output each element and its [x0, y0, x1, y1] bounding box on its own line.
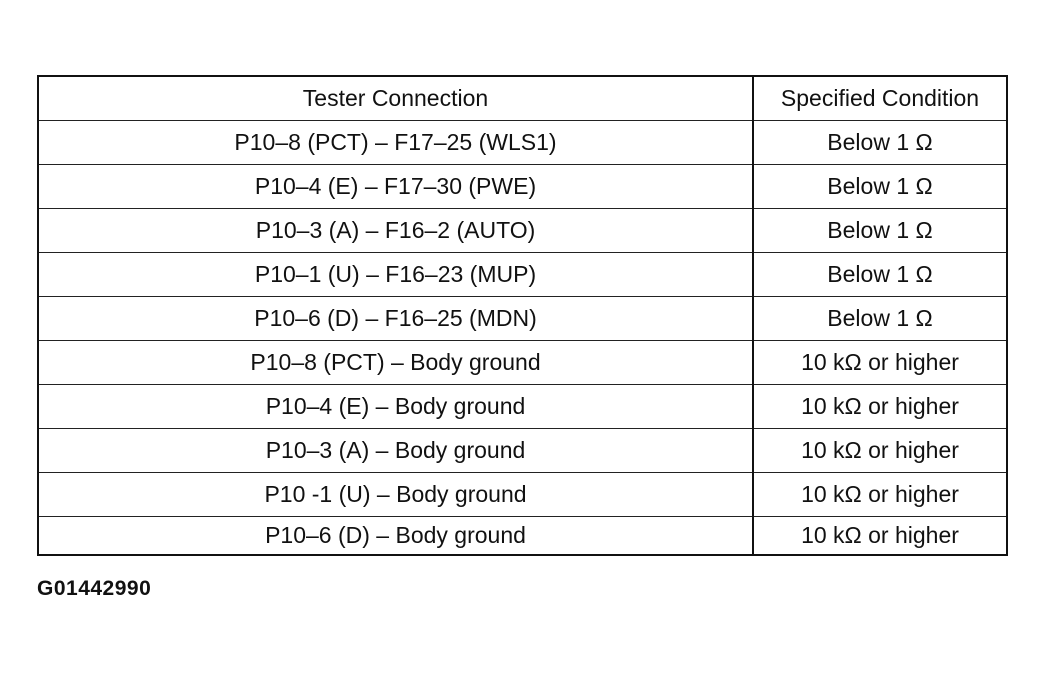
condition-cell: 10 kΩ or higher	[753, 472, 1007, 516]
condition-cell: Below 1 Ω	[753, 252, 1007, 296]
table-row	[38, 516, 1007, 555]
condition-cell: Below 1 Ω	[753, 208, 1007, 252]
table-row	[38, 384, 1007, 428]
header-row	[38, 76, 1007, 120]
connection-cell: P10–6 (D) – Body ground	[38, 516, 753, 555]
connection-cell: P10–8 (PCT) – Body ground	[38, 340, 753, 384]
connection-cell: P10–8 (PCT) – F17–25 (WLS1)	[38, 120, 753, 164]
tester-connection-table	[37, 75, 1008, 556]
connection-cell: P10 -1 (U) – Body ground	[38, 472, 753, 516]
condition-cell: 10 kΩ or higher	[753, 384, 1007, 428]
connection-cell: P10–4 (E) – Body ground	[38, 384, 753, 428]
condition-cell: Below 1 Ω	[753, 296, 1007, 340]
connection-cell: P10–3 (A) – F16–2 (AUTO)	[38, 208, 753, 252]
header-specified-condition: Specified Condition	[753, 76, 1007, 120]
connection-cell: P10–1 (U) – F16–23 (MUP)	[38, 252, 753, 296]
table-row	[38, 340, 1007, 384]
header-tester-connection: Tester Connection	[38, 76, 753, 120]
table-header	[38, 76, 1007, 120]
table-row	[38, 164, 1007, 208]
condition-cell: Below 1 Ω	[753, 164, 1007, 208]
connection-cell: P10–4 (E) – F17–30 (PWE)	[38, 164, 753, 208]
condition-cell: 10 kΩ or higher	[753, 516, 1007, 555]
connection-cell: P10–3 (A) – Body ground	[38, 428, 753, 472]
condition-cell: 10 kΩ or higher	[753, 428, 1007, 472]
figure-id: G01442990	[37, 577, 152, 600]
table-row	[38, 472, 1007, 516]
condition-cell: 10 kΩ or higher	[753, 340, 1007, 384]
table-row	[38, 252, 1007, 296]
connection-cell: P10–6 (D) – F16–25 (MDN)	[38, 296, 753, 340]
table-row	[38, 428, 1007, 472]
table-row	[38, 296, 1007, 340]
table-row	[38, 208, 1007, 252]
condition-cell: Below 1 Ω	[753, 120, 1007, 164]
table-row	[38, 120, 1007, 164]
table-body	[38, 120, 1007, 555]
